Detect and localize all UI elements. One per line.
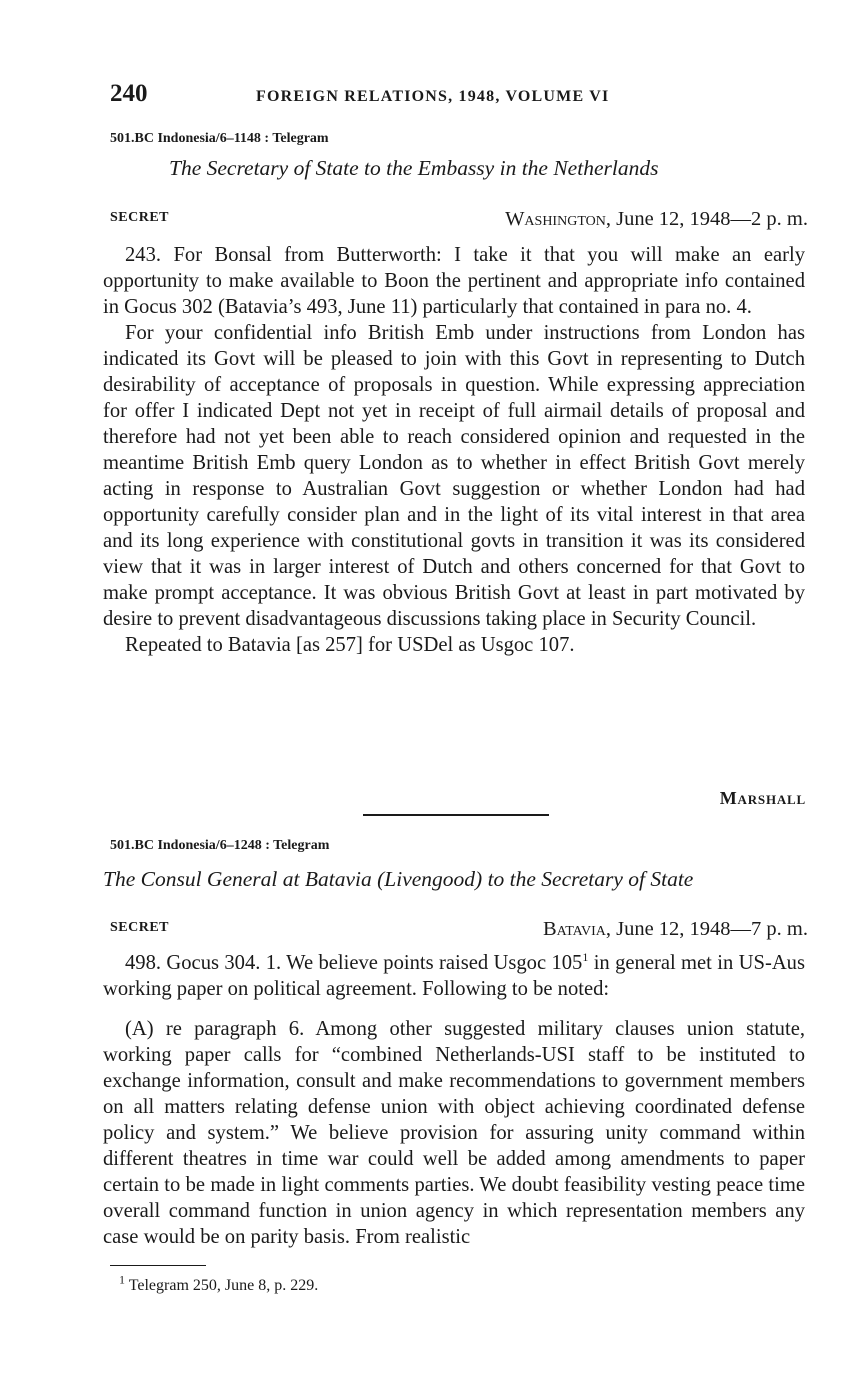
doc1-paragraph-3: Repeated to Batavia [as 257] for USDel as Usgoc 107. bbox=[125, 634, 575, 656]
doc1-classification: SECRET bbox=[110, 210, 170, 225]
doc1-dateline bbox=[110, 208, 808, 236]
running-title: FOREIGN RELATIONS, 1948, VOLUME VI bbox=[256, 88, 610, 105]
running-head bbox=[103, 80, 806, 114]
doc2-paragraph-1 bbox=[103, 950, 805, 1002]
doc2-classification: SECRET bbox=[110, 920, 170, 935]
doc1-place-date bbox=[505, 208, 808, 231]
footnote-text: Telegram 250, June 8, p. 229. bbox=[125, 1277, 319, 1294]
doc1-date: , June 12, 1948—2 p. m. bbox=[605, 208, 808, 230]
footnote bbox=[119, 1272, 319, 1295]
doc2-paragraph-2: (A) re paragraph 6. Among other suggested military clauses union statute, working paper calls for “combined Netherlands-USI staff to be instituted to exchange information, consult and make recommendations to government members on all matters relating defense union with object achieving coordinated defense policy and system.” We believe provision for assuring unity command within different theatres in time war could well be added among amendments to paper certain to be made in light comments parties. We doubt feasibility vesting peace time overall command function in union agency in which representation members any case would be on parity basis. From realistic bbox=[103, 1018, 805, 1248]
doc1-file-reference: 501.BC Indonesia/6–1148 : Telegram bbox=[110, 131, 329, 146]
doc1-title: The Secretary of State to the Embassy in the Netherlands bbox=[169, 156, 659, 180]
doc2-file-reference: 501.BC Indonesia/6–1248 : Telegram bbox=[110, 838, 330, 853]
doc2-place-date bbox=[543, 918, 808, 941]
doc2-place: Batavia bbox=[542, 918, 606, 940]
footnote-rule bbox=[110, 1265, 206, 1266]
doc2-paragraph-1-start: 498. Gocus 304. 1. We believe points raised Usgoc 105 bbox=[125, 952, 583, 974]
doc1-place: Washington bbox=[505, 208, 606, 230]
section-separator bbox=[363, 814, 549, 816]
footnote-marker: 1 bbox=[119, 1272, 125, 1287]
footnote-reference: 1 bbox=[582, 950, 589, 965]
doc1-body bbox=[103, 242, 805, 658]
doc2-dateline bbox=[110, 918, 808, 946]
doc2-title: The Consul General at Batavia (Livengood) to the Secretary of State bbox=[103, 867, 694, 891]
page-number: 240 bbox=[110, 80, 148, 107]
doc1-signature: Marshall bbox=[719, 788, 806, 808]
doc2-date: , June 12, 1948—7 p. m. bbox=[605, 918, 808, 940]
doc2-body bbox=[103, 950, 805, 1250]
doc1-paragraph-2: For your confidential info British Emb under instructions from London has indicated its Govt will be pleased to join with this Govt in representing to Dutch desirability of acceptance of proposals in question. While expressing appreciation for offer I indicated Dept not yet in receipt of full airmail details of proposal and therefore had not yet been able to reach considered opinion and requested in the meantime British Emb query London as to whether in effect British Govt merely acting in response to Australian Govt suggestion or whether London had had opportunity carefully consider plan and in the light of its vital interest in that area and its long experience with constitutional govts in transition it was its considered view that it was in larger interest of Dutch and others concerned for that Govt to make prompt acceptance. It was obvious British Govt at least in part motivated by desire to prevent disadvantageous discussions taking place in Security Council. bbox=[103, 322, 805, 630]
doc1-paragraph-1: 243. For Bonsal from Butterworth: I take it that you will make an early opportunity to make available to Boon the pertinent and appropriate info contained in Gocus 302 (Batavia’s 493, June 11) particularly that contained in para no. 4. bbox=[103, 244, 805, 318]
doc2-paragraph-1-end: in general met in US-Aus working paper on political agreement. Following to be noted: bbox=[103, 952, 805, 1000]
